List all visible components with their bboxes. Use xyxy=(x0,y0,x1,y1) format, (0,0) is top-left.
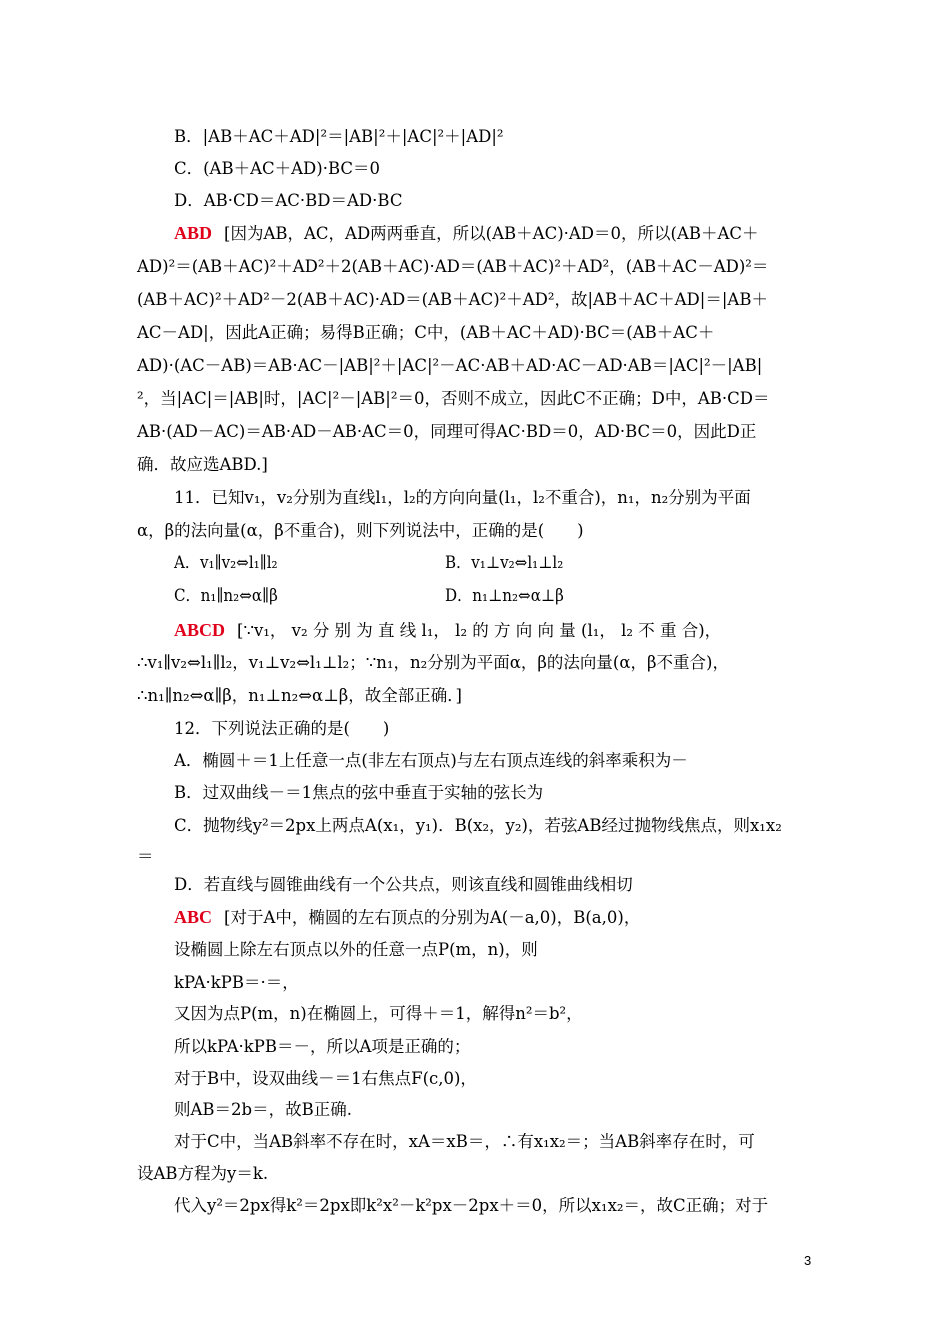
solution-line xyxy=(174,1003,583,1025)
line-text: B．|AB＋AC＋AD|²＝|AB|²＋|AC|²＋|AD|² xyxy=(174,127,504,146)
line-text: 对于C中，当AB斜率不存在时，xA＝xB＝，∴有x₁x₂＝；当AB斜率存在时，可 xyxy=(174,1132,755,1151)
option-c-line xyxy=(174,158,380,180)
option-d-line xyxy=(174,190,402,212)
line-text: ∴v₁∥v₂⇔l₁∥l₂，v₁⊥v₂⇔l₁⊥l₂；∵n₁，n₂分别为平面α，β的法向量(α，β不重合)， xyxy=(137,653,729,672)
line-text: 12．下列说法正确的是( ) xyxy=(174,719,390,738)
answer-line xyxy=(174,906,640,929)
line-text: ＝ xyxy=(137,847,154,866)
solution-line xyxy=(137,421,756,443)
solution-line xyxy=(137,652,729,674)
option-c-line xyxy=(174,815,782,837)
line-text: kPA·kPB＝·＝， xyxy=(174,973,299,992)
line-text: 代入y²＝2px得k²＝2px即k²x²－k²px－2px＋＝0，所以x₁x₂＝，故C正确；对于 xyxy=(174,1196,769,1215)
solution-line xyxy=(174,1195,768,1217)
line-text: [因为AB，AC，AD两两垂直，所以(AB＋AC)·AD＝0，所以(AB＋AC＋ xyxy=(224,224,759,243)
line-text: AD)·(AC－AB)＝AB·AC－|AB|²＋|AC|²－AC·AB＋AD·AC－AD·AB＝|AC|²－|AB| xyxy=(137,356,763,375)
solution-line xyxy=(137,256,768,278)
solution-line xyxy=(137,685,462,707)
option-c: C．n₁∥n₂⇔α∥β xyxy=(174,586,278,605)
solution-line xyxy=(174,1036,470,1058)
line-text: 所以kPA·kPB＝－，所以A项是正确的； xyxy=(174,1037,471,1056)
line-text: AB·(AD－AC)＝AB·AD－AB·AC＝0，同理可得AC·BD＝0，AD·BC＝0，因此D正 xyxy=(137,422,757,441)
solution-line xyxy=(174,1068,477,1090)
page-number: 3 xyxy=(804,1253,812,1268)
line-text: D．AB·CD＝AC·BD＝AD·BC xyxy=(174,191,403,210)
line-text: ∴n₁∥n₂⇔α∥β，n₁⊥n₂⇔α⊥β，故全部正确．] xyxy=(137,686,462,705)
option-b-line xyxy=(174,782,543,804)
solution-line xyxy=(174,1131,755,1153)
line-text: A．椭圆＋＝1上任意一点(非左右顶点)与左右顶点连线的斜率乘积为－ xyxy=(174,751,688,770)
question-11 xyxy=(174,487,751,509)
line-text: 确．故应选ABD.] xyxy=(137,455,268,474)
solution-line xyxy=(137,289,768,311)
solution-line xyxy=(137,388,769,410)
line-text: ²，当|AC|＝|AB|时，|AC|²－|AB|²＝0，否则不成立，因此C不正确；D中，AB·CD＝ xyxy=(137,389,770,408)
option-a-line xyxy=(174,750,688,772)
option-b-line xyxy=(174,126,504,148)
line-text: [对于A中，椭圆的左右顶点的分别为A(－a,0)，B(a,0)， xyxy=(224,908,641,927)
line-text: (AB＋AC)²＋AD²－2(AB＋AC)·AD＝(AB＋AC)²＋AD²，故|AB＋AC＋AD|＝|AB＋ xyxy=(137,290,768,309)
answer-label: ABD xyxy=(174,223,213,243)
options-row xyxy=(174,552,815,574)
line-text: [∵v₁， v₂ 分 别 为 直 线 l₁， l₂ 的 方 向 向 量 (l₁， l₂ 不 重 合)， xyxy=(237,621,722,640)
answer-label: ABC xyxy=(174,907,213,927)
line-text: D．若直线与圆锥曲线有一个公共点，则该直线和圆锥曲线相切 xyxy=(174,875,633,894)
solution-line xyxy=(137,322,714,344)
options-row xyxy=(174,585,815,607)
solution-line xyxy=(137,355,762,377)
line-text: AD)²＝(AB＋AC)²＋AD²＋2(AB＋AC)·AD＝(AB＋AC)²＋AD²，(AB＋AC－AD)²＝ xyxy=(137,257,769,276)
line-text: AC－AD|，因此A正确；易得B正确；C中，(AB＋AC＋AD)·BC＝(AB＋AC＋ xyxy=(137,323,715,342)
line-text: C．抛物线y²＝2px上两点A(x₁，y₁)．B(x₂，y₂)，若弦AB经过抛物线焦点，则x₁x₂ xyxy=(174,816,782,835)
answer-line xyxy=(174,619,721,642)
line-text: 设椭圆上除左右顶点以外的任意一点P(m，n)，则 xyxy=(174,940,538,959)
solution-line xyxy=(137,454,268,476)
line-text: α，β的法向量(α，β不重合)，则下列说法中，正确的是( ) xyxy=(137,521,584,540)
solution-line xyxy=(174,972,299,994)
option-c-continued xyxy=(137,846,154,868)
solution-line xyxy=(137,1163,268,1185)
line-text: 设AB方程为y＝k. xyxy=(137,1164,269,1183)
option-d: D．n₁⊥n₂⇔α⊥β xyxy=(445,586,564,605)
question-line xyxy=(137,520,584,542)
solution-line xyxy=(174,939,538,961)
answer-line xyxy=(174,222,759,245)
line-text: 则AB＝2b＝，故B正确. xyxy=(174,1100,352,1119)
line-text: C．(AB＋AC＋AD)·BC＝0 xyxy=(174,159,381,178)
option-a: A．v₁∥v₂⇔l₁∥l₂ xyxy=(174,553,278,572)
line-text: 11．已知v₁，v₂分别为直线l₁，l₂的方向向量(l₁，l₂不重合)，n₁，n₂分别为平面 xyxy=(174,488,751,507)
answer-label: ABCD xyxy=(174,620,226,640)
option-b: B．v₁⊥v₂⇔l₁⊥l₂ xyxy=(445,553,564,572)
option-d-line xyxy=(174,874,633,896)
line-text: 对于B中，设双曲线－＝1右焦点F(c,0)， xyxy=(174,1069,477,1088)
solution-line xyxy=(174,1099,352,1121)
line-text: 又因为点P(m，n)在椭圆上，可得＋＝1，解得n²＝b²， xyxy=(174,1004,583,1023)
question-12 xyxy=(174,718,389,740)
line-text: B．过双曲线－＝1焦点的弦中垂直于实轴的弦长为 xyxy=(174,783,544,802)
